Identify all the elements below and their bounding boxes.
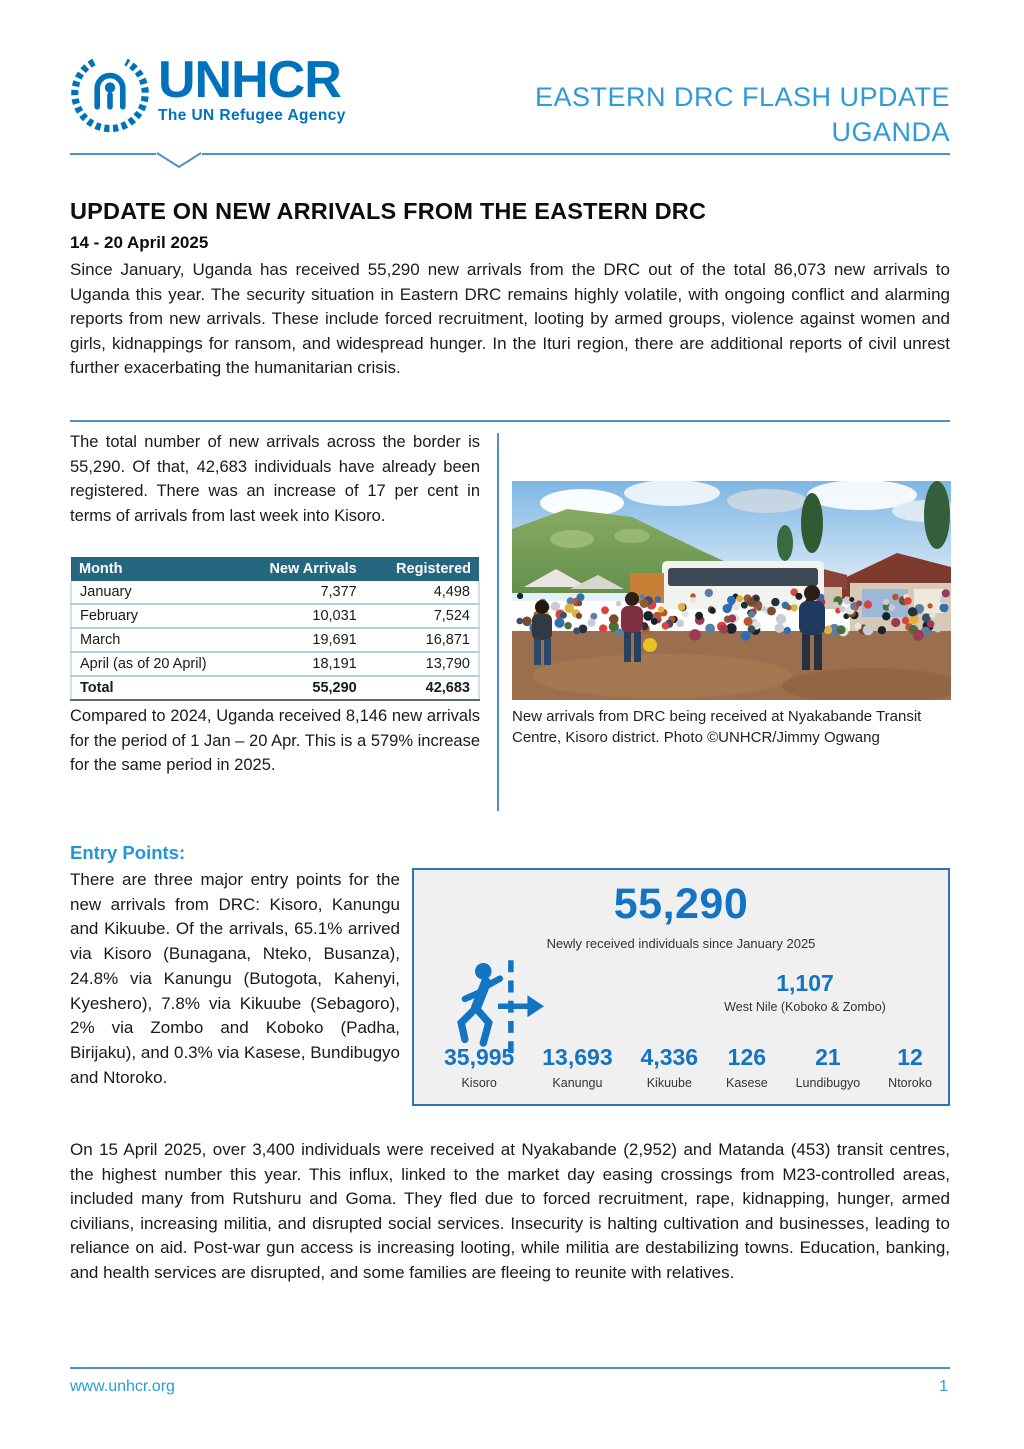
comparison-paragraph: Compared to 2024, Uganda received 8,146 new arrivals for the period of 1 Jan – 20 Apr. This is a 579% increase for the same period in 2025. <box>70 707 480 775</box>
cell-total-label: Total <box>71 676 251 700</box>
header-divider <box>70 152 950 170</box>
page-number: 1 <box>939 1378 948 1395</box>
table-row <box>71 652 479 676</box>
stat-value: 4,336 <box>640 1044 699 1070</box>
summary-paragraph: The total number of new arrivals across the border is 55,290. Of that, 42,683 individuals have already been registered. There was an increase of 17 per cent in terms of arrivals from last week into Kisoro. <box>70 433 480 525</box>
cell-month: February <box>71 604 251 628</box>
document-title-line2: UGANDA <box>831 117 950 147</box>
chevron-down-icon <box>156 152 202 170</box>
stat-label: Kanungu <box>552 1076 603 1090</box>
stat-label: Ntoroko <box>888 1076 932 1090</box>
stat-lundibugyo <box>796 1044 861 1090</box>
cell-total-new-arrivals: 55,290 <box>251 676 365 700</box>
cell-month: April (as of 20 April) <box>71 652 251 676</box>
document-title <box>535 82 950 148</box>
stat-label: Kikuube <box>646 1076 692 1090</box>
cell-registered: 4,498 <box>365 581 479 604</box>
table-total-row <box>71 676 479 700</box>
entry-points-heading: Entry Points: <box>70 842 186 863</box>
cell-registered: 7,524 <box>365 604 479 628</box>
cell-month: March <box>71 628 251 652</box>
unhcr-logo <box>70 51 346 134</box>
stat-label: Kisoro <box>461 1076 497 1090</box>
west-nile-value: 1,107 <box>776 970 834 996</box>
infographic-total-value: 55,290 <box>613 880 749 928</box>
west-nile-stat <box>690 970 920 1014</box>
table-row <box>71 604 479 628</box>
table-row <box>71 581 479 604</box>
stat-kikuube <box>641 1044 699 1090</box>
footer-url-link[interactable]: www.unhcr.org <box>70 1378 175 1395</box>
transit-centre-photo <box>512 481 951 700</box>
situation-paragraph: On 15 April 2025, over 3,400 individuals were received at Nyakabande (2,952) and Matanda (453) transit centres, the highest number this year. This influx, linked to the market day easing crossings from M23-controlled areas, included many from Rutshuru and Goma. They fled due to forced recruitment, rape, kidnapping, hunger, armed civilians, increasing militia, and disrupted social services. Insecurity is halting cultivation and businesses, leading to reliance on aid. Post-war gun access is increasing looting, while militia are destabilizing towns. Education, banking, and health services are disrupted, and some families are fleeing to reunite with relatives. <box>70 1140 950 1282</box>
stat-kasese <box>726 1044 768 1090</box>
col-header-new-arrivals: New Arrivals <box>251 557 365 581</box>
date-range: 14 - 20 April 2025 <box>70 233 209 252</box>
infographic-total-caption: Newly received individuals since January 2025 <box>546 936 816 951</box>
cell-registered: 13,790 <box>365 652 479 676</box>
table-header-row <box>71 557 479 581</box>
stat-value: 12 <box>897 1044 923 1070</box>
west-nile-label: West Nile (Koboko & Zombo) <box>724 1000 886 1014</box>
cell-new-arrivals: 7,377 <box>251 581 365 604</box>
col-header-month: Month <box>71 557 251 581</box>
header-divider-right <box>202 153 950 155</box>
column-divider <box>497 433 499 811</box>
document-title-line1: EASTERN DRC FLASH UPDATE <box>534 82 950 112</box>
cell-new-arrivals: 18,191 <box>251 652 365 676</box>
cell-new-arrivals: 10,031 <box>251 604 365 628</box>
stat-value: 21 <box>815 1044 841 1070</box>
entry-point-stats-row <box>444 1044 932 1090</box>
cell-total-registered: 42,683 <box>365 676 479 700</box>
arrivals-infographic <box>412 868 950 1106</box>
col-header-registered: Registered <box>365 557 479 581</box>
footer-divider <box>70 1367 950 1369</box>
stat-label: Kasese <box>726 1076 768 1090</box>
unhcr-emblem-icon <box>70 54 150 134</box>
entry-points-paragraph: There are three major entry points for the new arrivals from DRC: Kisoro, Kanungu and Kikuube. Of the arrivals, 65.1% arrived via Kisoro (Bunagana, Nteko, Busanza), 24.8% via Kanungu (Butogota, Kahenyi, Kyeshero), 7.8% via Kikuube (Sebagoro), 2% via Zombo and Koboko (Padha, Birijaku), and 0.3% via Kasese, Bundibugyo and Ntoroko. <box>70 870 400 1087</box>
cell-new-arrivals: 19,691 <box>251 628 365 652</box>
stat-kisoro <box>444 1044 514 1090</box>
cell-registered: 16,871 <box>365 628 479 652</box>
stat-value: 126 <box>727 1044 767 1070</box>
section-divider <box>70 420 950 422</box>
stat-value: 13,693 <box>542 1044 613 1070</box>
stat-label: Lundibugyo <box>795 1076 861 1090</box>
stat-kanungu <box>542 1044 612 1090</box>
page-title: UPDATE ON NEW ARRIVALS FROM THE EASTERN DRC <box>70 198 707 224</box>
photo-caption: New arrivals from DRC being received at Nyakabande Transit Centre, Kisoro district. Photo ©UNHCR/Jimmy Ogwang <box>512 708 922 746</box>
arrivals-table <box>70 557 480 701</box>
stat-value: 35,995 <box>444 1044 515 1070</box>
cell-month: January <box>71 581 251 604</box>
header-divider-left <box>70 153 156 155</box>
logo-acronym: UNHCR <box>158 51 341 109</box>
table-row <box>71 628 479 652</box>
logo-tagline: The UN Refugee Agency <box>158 107 346 124</box>
stat-ntoroko <box>888 1044 932 1090</box>
intro-paragraph: Since January, Uganda has received 55,290 new arrivals from the DRC out of the total 86,073 new arrivals to Uganda this year. The security situation in Eastern DRC remains highly volatile, with ongoing conflict and alarming reports from new arrivals. These include forced recruitment, looting by armed groups, violence against women and girls, kidnappings for ransom, and widespread hunger. In the Ituri region, there are additional reports of civil unrest further exacerbating the humanitarian crisis. <box>70 260 950 378</box>
